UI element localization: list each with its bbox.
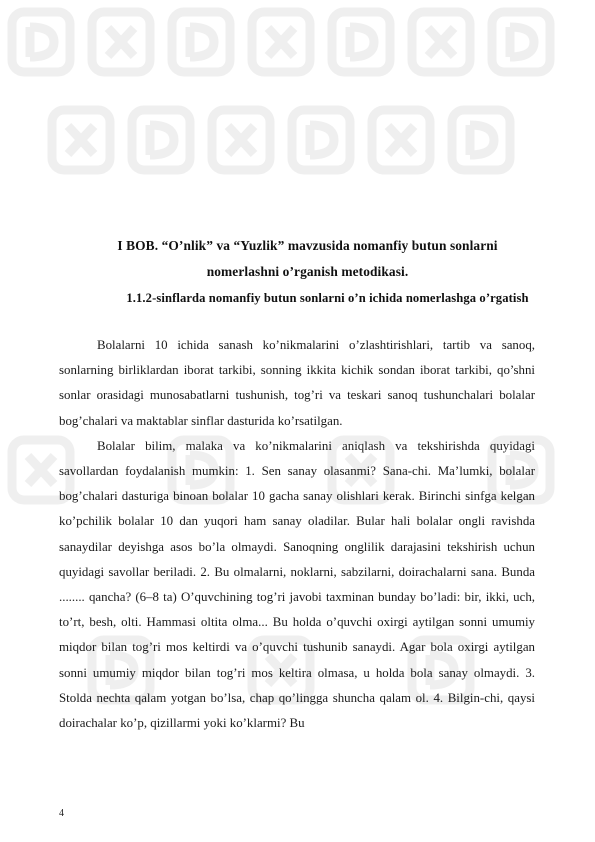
watermark-glyph <box>452 110 510 170</box>
chapter-title: I BOB. “O’nlik” va “Yuzlik” mavzusida nomanfiy butun sonlarni nomerlashni o’rganish metodikasi. <box>117 238 498 279</box>
watermark-glyph <box>292 110 350 170</box>
body-text <box>59 333 535 736</box>
watermark-glyph <box>332 12 390 72</box>
watermark-glyph <box>372 110 430 170</box>
watermark-glyph <box>92 12 150 72</box>
page-number: 4 <box>59 808 64 819</box>
watermark-glyph <box>12 12 70 72</box>
watermark-glyph <box>52 110 110 170</box>
watermark-glyph <box>212 110 270 170</box>
watermark-glyph <box>172 12 230 72</box>
section-title: 1.1.2-sinflarda nomanfiy butun sonlarni o’n ichida nomerlashga o’rgatish <box>126 291 529 305</box>
watermark-glyph <box>492 12 550 72</box>
watermark-glyph <box>252 12 310 72</box>
paragraph: Bolalarni 10 ichida sanash ko’nikmalarini o’zlashtirishlari, tartib va sanoq, sonlarning birliklardan iborat tarkibi, sonning ikkita kichik sondan iborat tarkibi, qo’shni sonlar orasidagi munosabatlarni tushunish, tog’ri va teskari sanoq tushunchalari bolalar bog’chalari va maktablar sinflar dasturida ko’rsatilgan. <box>59 338 535 428</box>
paragraph: Bolalar bilim, malaka va ko’nikmalarini aniqlash va tekshirishda quyidagi savollardan foydalanish mumkin: 1. Sen sanay olasanmi? Sana-chi. Ma’lumki, bolalar bog’chalari dasturiga binoan bolalar 10 gacha sanay olishlari kerak. Birinchi sinfga kelgan ko’pchilik bolalar 10 dan yuqori ham sanay oladilar. Bular hali bolalar ongli ravishda sanaydilar deyishga asos bo’la olmaydi. Sanoqning onglilik darajasini tekshirish uchun quyidagi savollar beriladi. 2. Bu olmalarni, noklarni, sabzilarni, doirachalarni sana. Bunda ........ qancha? (6–8 ta) O’quvchining tog’ri javobi taxminan bunday bo’ladi: bir, ikki, uch, to’rt, besh, olti. Hammasi oltita olma... Bu holda o’quvchi oxirgi aytilgan sonni umumiy miqdor bilan tog’ri mos keltirdi va o’quvchi tushunib sanaydi. Agar bola oxirgi aytilgan sonni umumiy miqdor bilan tog’ri mos keltira olmasa, u holda bola sanay olmaydi. 3. Stolda nechta qalam yotgan bo’lsa, chap qo’lingga shuncha qalam ol. 4. Bilgin-chi, qaysi doirachalar ko’p, qizillarmi yoki ko’klarmi? Bu <box>59 438 535 731</box>
watermark-glyph <box>132 110 190 170</box>
watermark-glyph <box>412 12 470 72</box>
